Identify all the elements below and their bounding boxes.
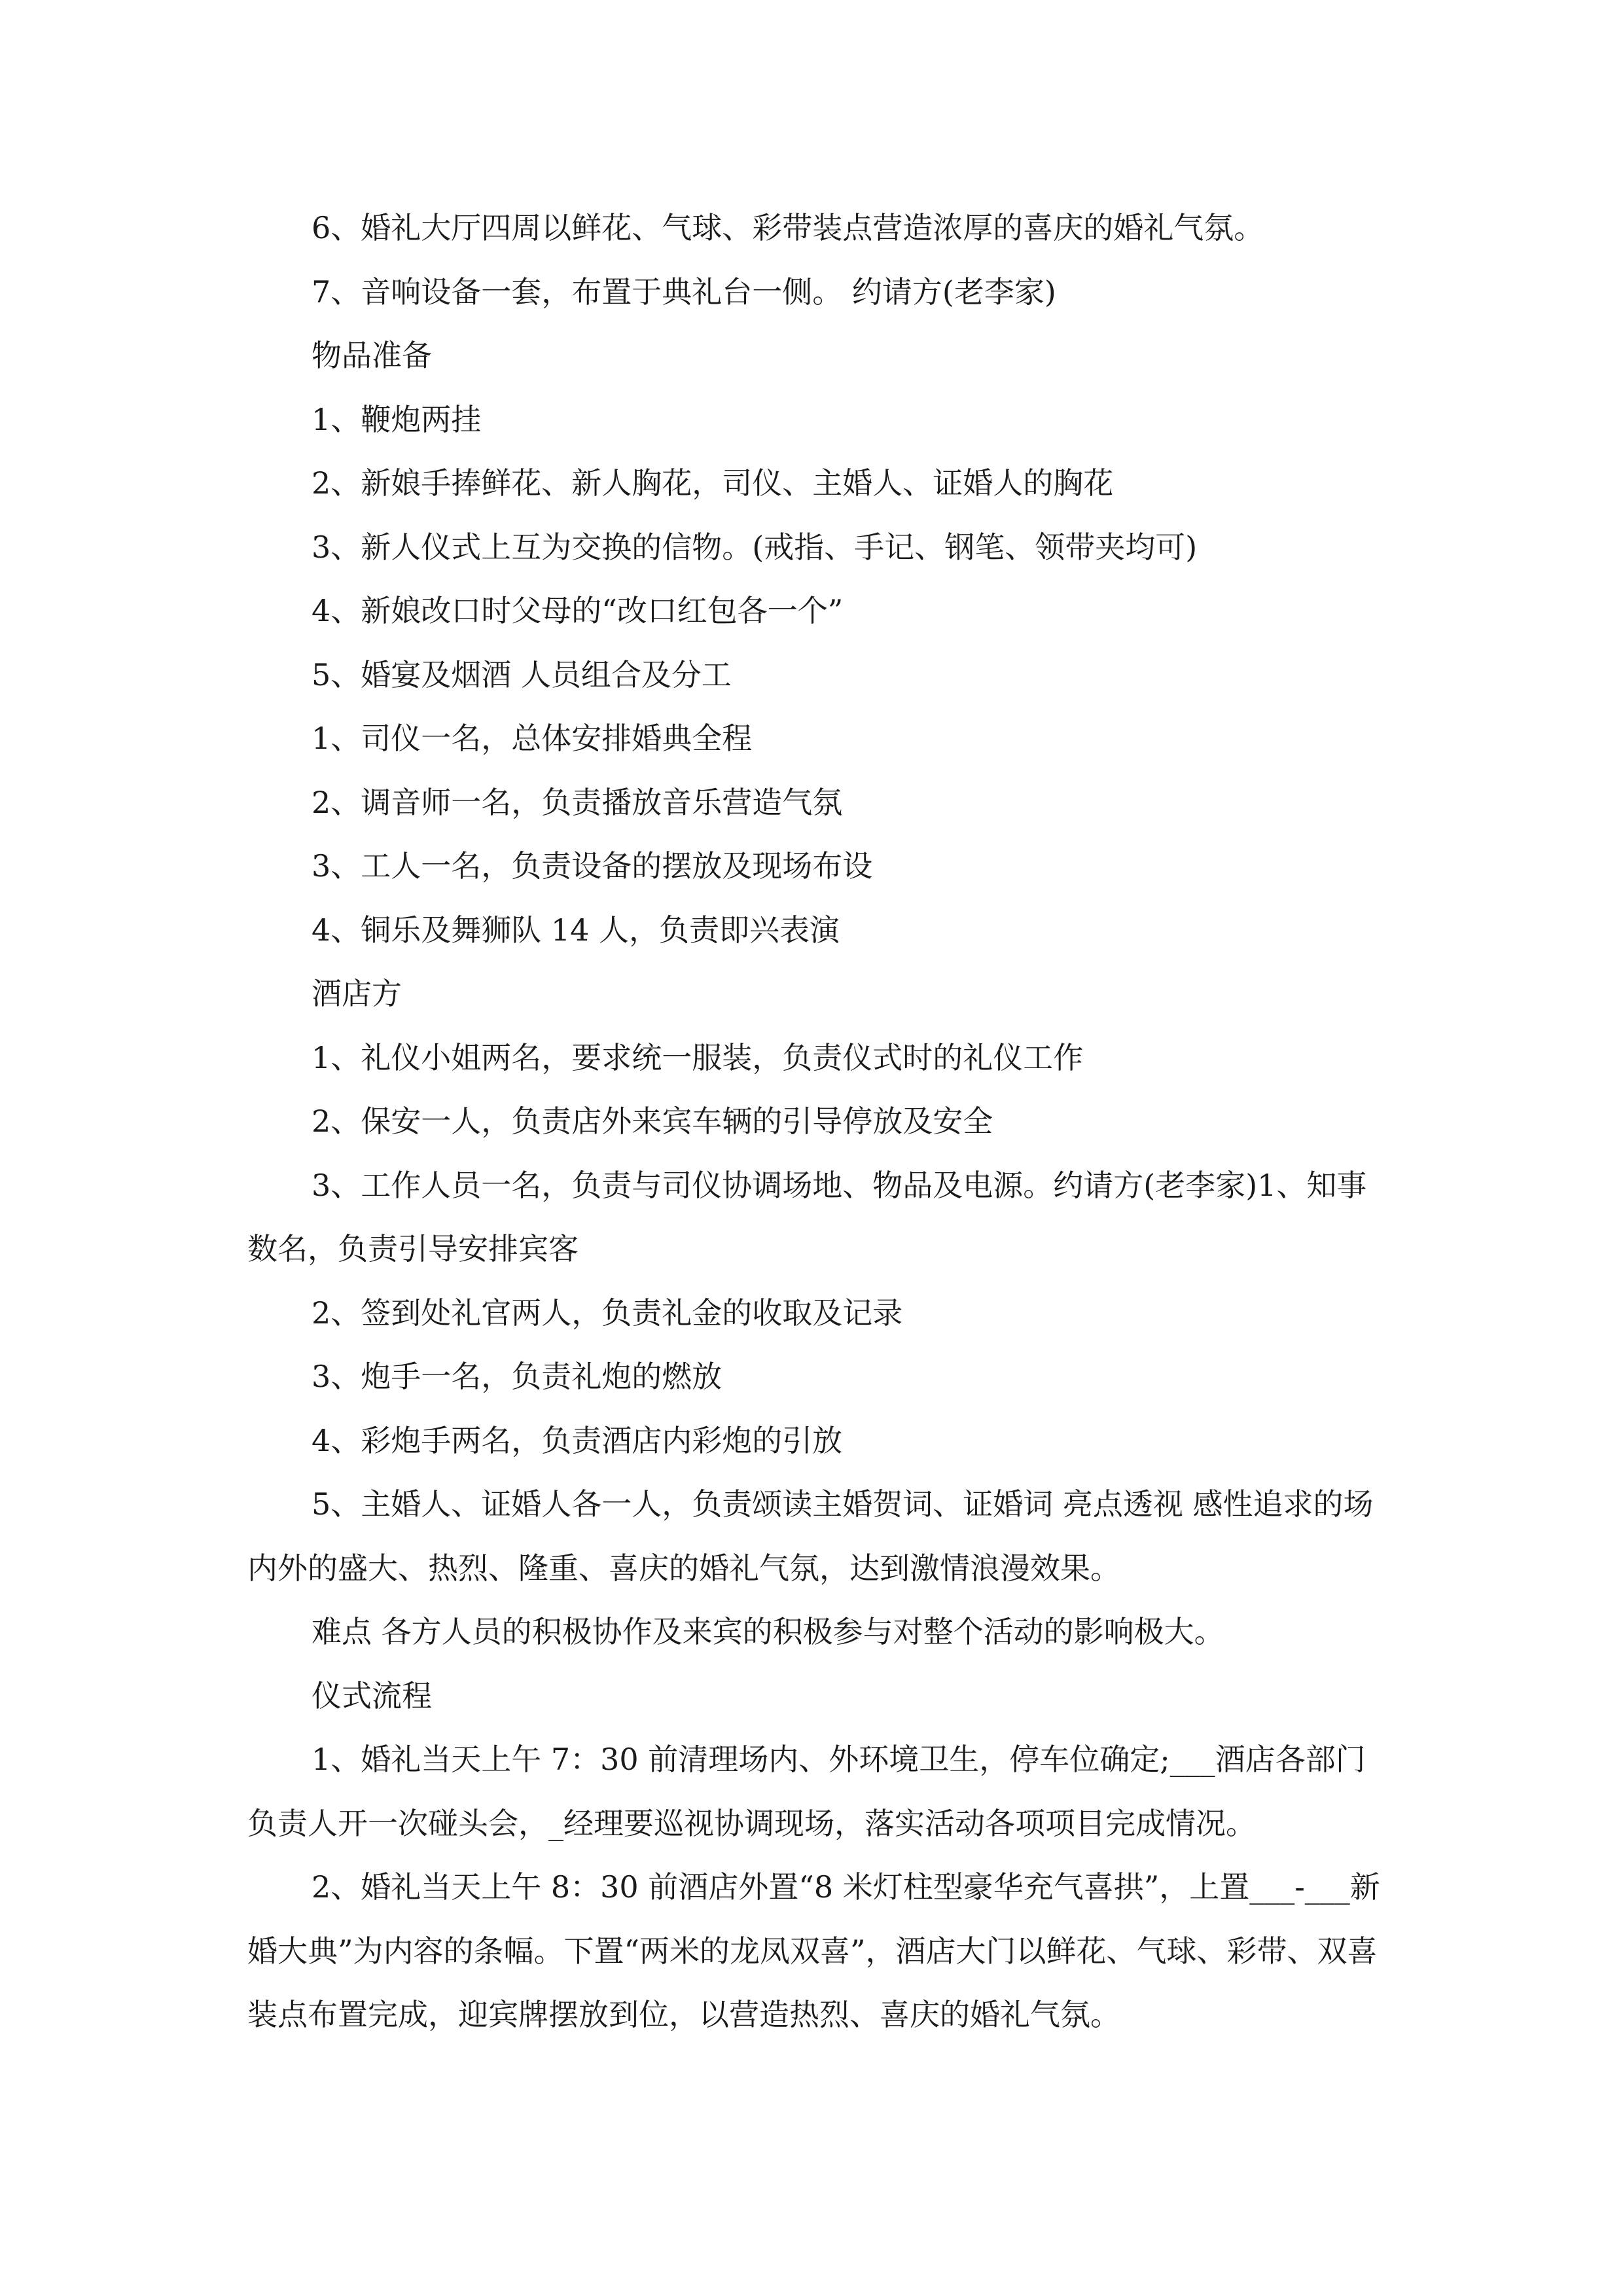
heading-hotel-side: 酒店方 — [312, 976, 402, 1011]
paragraph-worker: 3、工人一名，负责设备的摆放及现场布设 — [312, 848, 873, 884]
heading-item-preparation: 物品准备 — [312, 338, 432, 373]
paragraph-red-envelopes: 4、新娘改口时父母的“改口红包各一个” — [312, 593, 844, 628]
paragraph-firecrackers: 1、鞭炮两挂 — [312, 401, 482, 437]
paragraph-emcee: 1、司仪一名，总体安排婚典全程 — [312, 721, 753, 756]
paragraph-flowers: 2、新娘手捧鲜花、新人胸花，司仪、主婚人、证婚人的胸花 — [312, 465, 1114, 501]
paragraph-step-1: 1、婚礼当天上午 7：30 前清理场内、外环境卫生，停车位确定;___酒店各部门负责人开一次碰头会，_经理要巡视协调现场，落实活动各项项目完成情况。 — [247, 1742, 1366, 1841]
paragraph-staff-coordinator: 3、工作人员一名，负责与司仪协调场地、物品及电源。约请方(老李家)1、知事数名，负责引导安排宾客 — [247, 1167, 1367, 1266]
paragraph-hall-decoration: 6、婚礼大厅四周以鲜花、气球、彩带装点营造浓厚的喜庆的婚礼气氛。 — [312, 210, 1264, 245]
paragraph-tokens: 3、新人仪式上互为交换的信物。(戒指、手记、钢笔、领带夹均可) — [312, 529, 1198, 565]
paragraph-salute: 3、炮手一名，负责礼炮的燃放 — [312, 1359, 722, 1394]
heading-ceremony-process: 仪式流程 — [312, 1677, 432, 1713]
paragraph-officiants: 5、主婚人、证婚人各一人，负责颂读主婚贺词、证婚词 亮点透视 感性追求的场内外的盛大、热烈、隆重、喜庆的婚礼气氛，达到激情浪漫效果。 — [247, 1486, 1374, 1586]
paragraph-band: 4、铜乐及舞狮队 14 人，负责即兴表演 — [312, 912, 840, 948]
paragraph-sound-engineer: 2、调音师一名，负责播放音乐营造气氛 — [312, 784, 843, 820]
paragraph-confetti: 4、彩炮手两名，负责酒店内彩炮的引放 — [312, 1422, 843, 1458]
paragraph-step-2: 2、婚礼当天上午 8：30 前酒店外置“8 米灯柱型豪华充气喜拱”，上置___-___新婚大典”为内容的条幅。下置“两米的龙凤双喜”，酒店大门以鲜花、气球、彩带、双喜装点布置完成，迎宾牌摆放到位，以营造热烈、喜庆的婚礼气氛。 — [247, 1869, 1380, 2032]
paragraph-banquet-staffing: 5、婚宴及烟酒 人员组合及分工 — [312, 656, 732, 692]
paragraph-etiquette-ladies: 1、礼仪小姐两名，要求统一服装，负责仪式时的礼仪工作 — [312, 1039, 1084, 1075]
document-body — [247, 196, 1386, 2047]
paragraph-sign-in: 2、签到处礼官两人，负责礼金的收取及记录 — [312, 1295, 903, 1331]
paragraph-security: 2、保安一人，负责店外来宾车辆的引导停放及安全 — [312, 1103, 993, 1139]
paragraph-sound-equipment: 7、音响设备一套，布置于典礼台一侧。 约请方(老李家) — [312, 274, 1056, 310]
paragraph-difficulties: 难点 各方人员的积极协作及来宾的积极参与对整个活动的影响极大。 — [312, 1614, 1224, 1649]
